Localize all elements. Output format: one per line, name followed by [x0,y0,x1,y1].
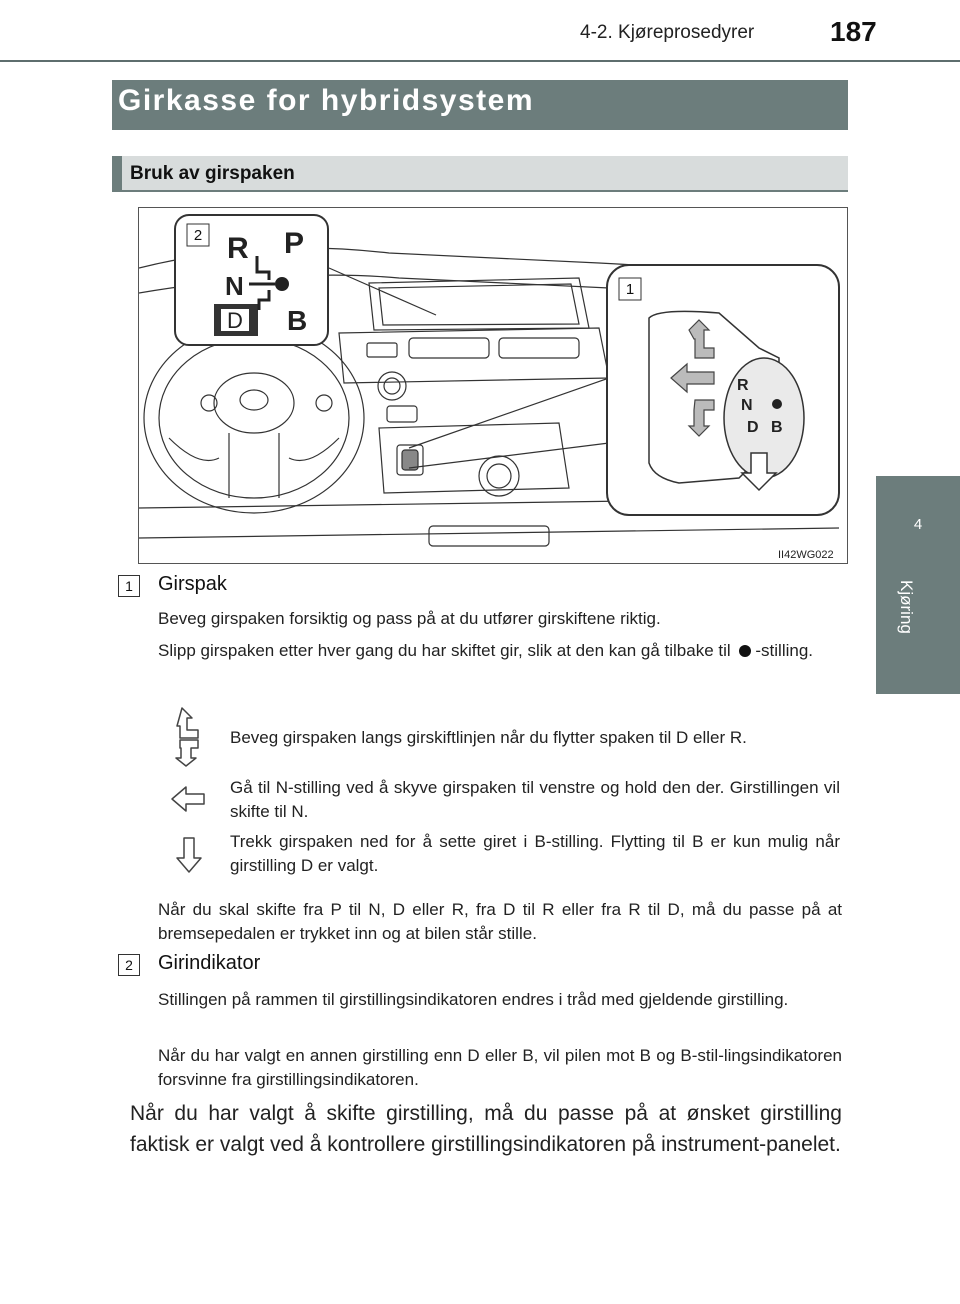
indicator-d: D [227,308,243,333]
item-1-paragraph-2-start: Slipp girspaken etter hver gang du har skiftet gir, slik at den kan gå tilbake til [158,641,731,660]
callout-1-number: 1 [625,281,635,298]
item-1-paragraph-3: Når du skal skifte fra P til N, D eller R, fra D til R eller fra R til D, må du passe på at bremsepedalen er trykket inn og at bilen står stille. [158,900,842,943]
item-2-number: 2 [118,954,140,976]
subtitle-accent [112,156,122,190]
down-arrow-icon [174,836,204,876]
item-2-paragraph-1: Stillingen på rammen til girstillingsindikatoren endres i tråd med gjeldende girstilling. [158,990,789,1009]
subtitle: Bruk av girspaken [130,163,295,184]
dashboard-illustration [138,207,848,564]
page-number: 187 [830,16,877,47]
legend-row-2 [170,776,842,826]
neutral-dot-icon [739,645,751,657]
shifter-b: B [771,419,783,436]
legend-text-1: Beveg girspaken langs girskiftlinjen når du flytter spaken til D eller R. [230,728,747,747]
indicator-p: P [284,227,305,260]
item-1-paragraph-2 [158,639,842,663]
page-title: Girkasse for hybridsystem [118,84,535,117]
item-2-paragraph-2: Når du har valgt en annen girstilling enn D eller B, vil pilen mot B og B-stil-lingsindikatoren forsvinne fra girstillingsindikatoren. [158,1046,842,1089]
indicator-b: B [287,305,308,336]
legend-row-1 [170,706,842,766]
item-1-number: 1 [118,575,140,597]
dashboard-drawing [139,208,848,564]
shifter-r: R [737,377,749,394]
section-title: 4-2. Kjøreprosedyrer [580,22,755,43]
figure-code: II42WG022 [778,549,834,561]
legend-row-3 [170,830,842,880]
item-1-label: Girspak [158,573,227,595]
header-rule [0,60,960,62]
item-2-label: Girindikator [158,952,261,974]
shifter-d: D [747,419,759,436]
item-1-paragraph-2-end: -stilling. [755,641,814,660]
item-1-paragraph-1: Beveg girspaken forsiktig og pass på at du utfører girskiftene riktig. [158,609,661,628]
shifter-n: N [741,397,753,414]
closing-paragraph: Når du har valgt å skifte girstilling, må du passe på at ønsket girstilling faktisk er valgt ved å kontrollere girstillingsindikatoren på instrument-panelet. [130,1102,842,1156]
zigzag-arrow-icon [170,706,210,768]
left-arrow-icon [170,784,210,814]
callout-2-number: 2 [193,227,203,244]
indicator-n: N [225,271,244,301]
legend-text-3: Trekk girspaken ned for å sette giret i B-stilling. Flytting til B er kun mulig når girstilling D er valgt. [230,832,840,875]
chapter-tab [876,476,960,694]
indicator-r: R [227,232,249,265]
chapter-label: Kjøring [897,580,916,634]
legend-text-2: Gå til N-stilling ved å skyve girspaken til venstre og hold den der. Girstillingen vil skifte til N. [230,778,840,821]
chapter-number: 4 [913,516,923,533]
